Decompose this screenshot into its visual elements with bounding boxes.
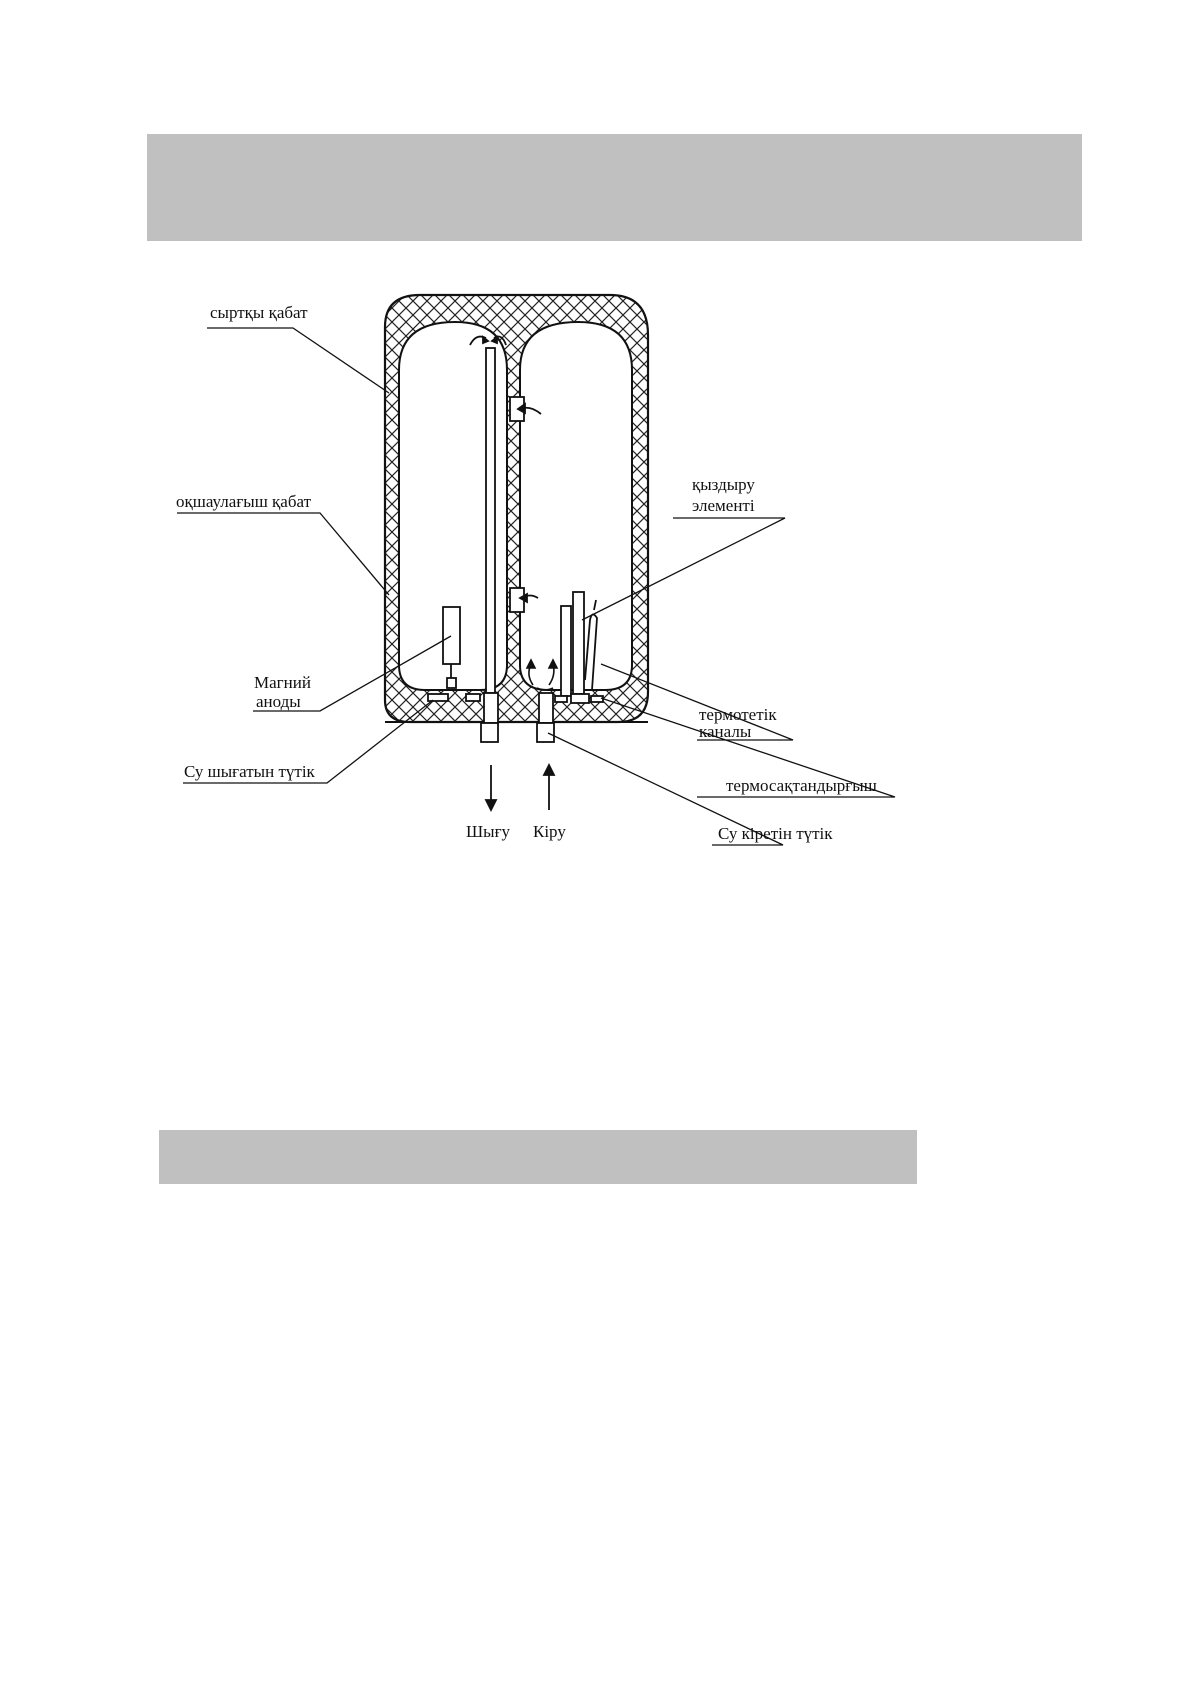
label-insulation-layer: оқшаулағыш қабат bbox=[176, 492, 312, 511]
label-outlet: Шығу bbox=[466, 822, 511, 841]
label-thermostat-channel-1: термотетік bbox=[699, 705, 777, 724]
tank-shell bbox=[385, 295, 648, 722]
footer-gray-bar bbox=[159, 1130, 917, 1184]
label-thermal-fuse: термосақтандырғыш bbox=[726, 776, 877, 795]
label-inlet-pipe: Су кіретін түтік bbox=[718, 824, 833, 843]
label-thermostat-channel-2: каналы bbox=[699, 722, 752, 741]
label-heating-element-2: элементі bbox=[692, 496, 755, 515]
label-outer-layer: сыртқы қабат bbox=[210, 303, 308, 322]
flow-arrows bbox=[486, 765, 554, 810]
label-inlet: Кіру bbox=[533, 822, 566, 841]
label-magnesium-anode-2: аноды bbox=[256, 692, 301, 711]
label-outlet-pipe: Су шығатын түтік bbox=[184, 762, 315, 781]
label-heating-element-1: қыздыру bbox=[692, 475, 755, 494]
label-magnesium-anode-1: Магний bbox=[254, 673, 311, 692]
